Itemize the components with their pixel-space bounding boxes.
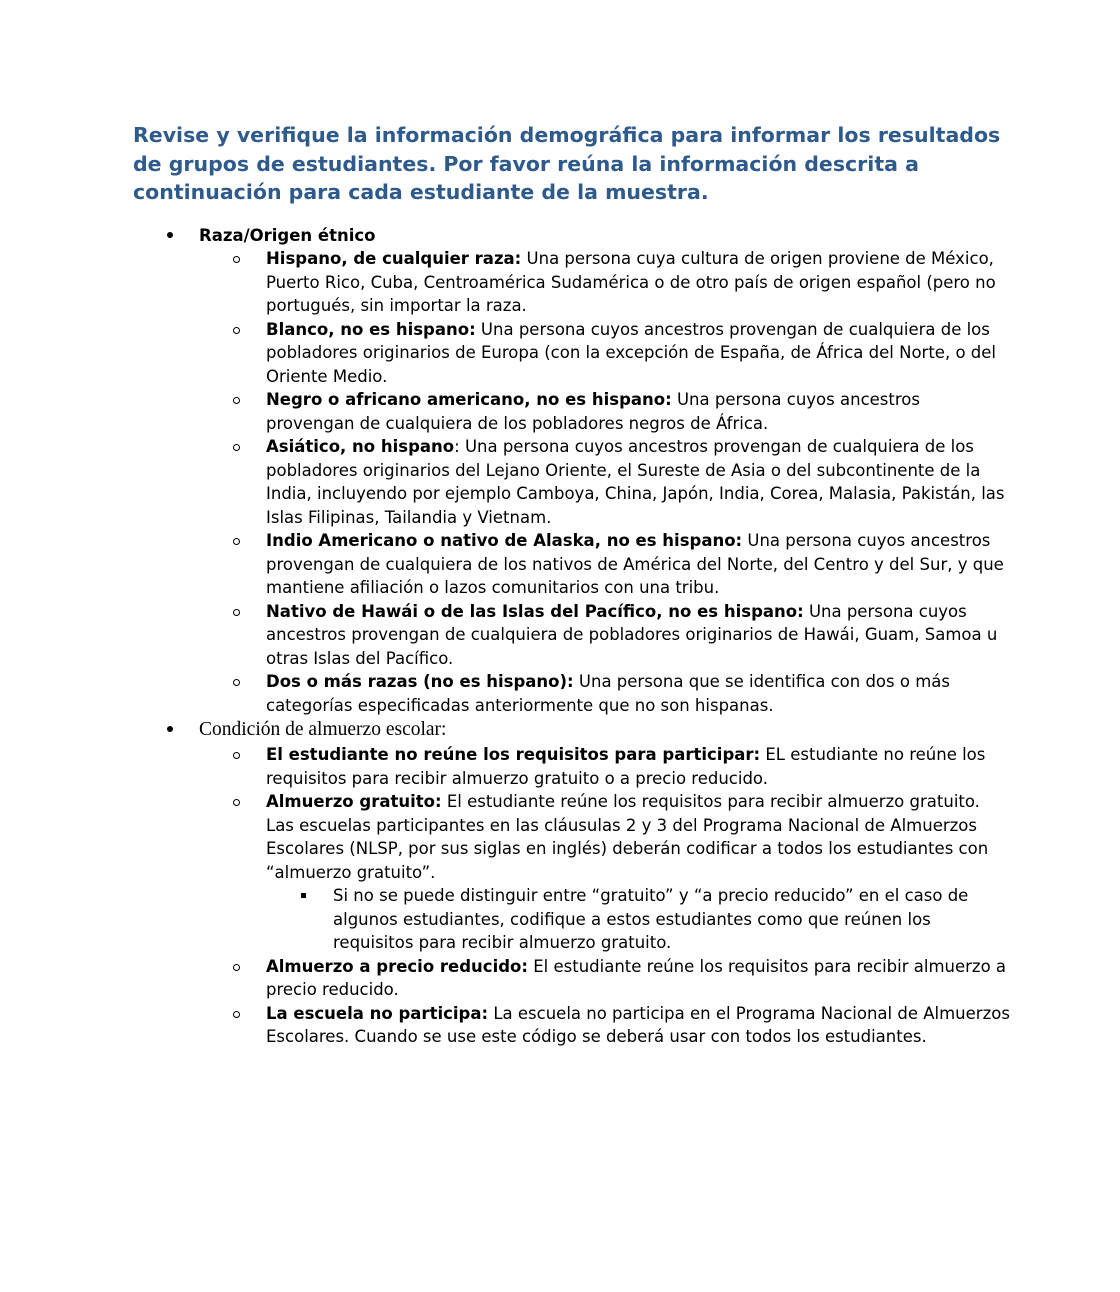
circle-bullet-icon [233, 964, 240, 971]
circle-bullet-icon [233, 609, 240, 616]
item-description: La escuela no participa en el Programa Nacional de Almuerzos Escolares. Cuando se use este código se deberá usar con todos los estudiantes. [266, 1003, 1010, 1046]
bullet-icon [167, 232, 173, 238]
item-description: Una persona cuyos ancestros provengan de cualquiera de los pobladores originarios de Europa (con la excepción de España, de África del Norte, o del Oriente Medio. [266, 319, 996, 386]
item-term: La escuela no participa: [266, 1003, 489, 1023]
item-term: Almuerzo a precio reducido: [266, 956, 528, 976]
item-description: Una persona cuya cultura de origen proviene de México, Puerto Rico, Cuba, Centroamérica Sudamérica o de otro país de origen español (pero no portugués, sin importar la raza. [266, 249, 996, 315]
document-page [133, 121, 1011, 1049]
list-item [133, 318, 1011, 389]
item-description: El estudiante reúne los requisitos para recibir almuerzo a precio reducido. [266, 956, 1007, 999]
circle-bullet-icon [233, 679, 240, 686]
item-description: Una persona cuyos ancestros provengan de cualquiera de los nativos de América del Norte, del Centro y del Sur, y que mantiene afiliación o lazos comunitarios con una tribu. [266, 531, 1004, 597]
item-description: EL estudiante no reúne los requisitos para recibir almuerzo gratuito o a precio reducido. [266, 745, 986, 788]
circle-bullet-icon [233, 799, 240, 806]
item-term: Hispano, de cualquier raza: [266, 249, 522, 268]
sub-list-item [266, 884, 1011, 955]
item-term: Negro o africano americano, no es hispano: [266, 390, 672, 409]
square-bullet-icon [301, 893, 306, 898]
list-item [133, 247, 1011, 318]
item-description: : Una persona cuyos ancestros provengan de cualquiera de los pobladores originarios del Lejano Oriente, el Sureste de Asia o del subcontinente de la India, incluyendo por ejemplo Camboya, China, Japón, India, Corea, Malasia, Pakistán, las Islas Filipinas, Tailandia y Vietnam. [266, 437, 1005, 527]
sub-item-list [266, 884, 1011, 955]
circle-bullet-icon [233, 256, 240, 263]
list-item [133, 670, 1011, 717]
item-term: Almuerzo gratuito: [266, 792, 442, 811]
sub-item-text: Si no se puede distinguir entre “gratuito” y “a precio reducido” en el caso de algunos estudiantes, codifique a estos estudiantes como que reúnen los requisitos para recibir almuerzo gratuito. [333, 886, 969, 952]
lunch-item-list [199, 743, 1011, 1049]
item-term: Asiático, no hispano [266, 437, 455, 456]
list-item [133, 435, 1011, 529]
list-item [133, 955, 1011, 1002]
circle-bullet-icon [233, 444, 240, 451]
item-term: Nativo de Hawái o de las Islas del Pacífico, no es hispano: [266, 601, 804, 621]
item-description: Una persona cuyos ancestros provengan de cualquiera de pobladores originarios de Hawái, Guam, Samoa u otras Islas del Pacífico. [266, 601, 998, 668]
item-description: Una persona que se identifica con dos o más categorías especificadas anteriormente que no son hispanas. [266, 672, 950, 715]
race-item-list [199, 247, 1011, 717]
section-title: Condición de almuerzo escolar: [199, 719, 447, 740]
section-title: Raza/Origen étnico [199, 225, 376, 245]
page-heading: Revise y verifique la información demográfica para informar los resultados de grupos de estudiantes. Por favor reúna la información descrita a continuación para cada estudiante de la muestra. [133, 123, 1001, 204]
item-term: Dos o más razas (no es hispano): [266, 672, 574, 691]
circle-bullet-icon [233, 327, 240, 334]
list-item [133, 790, 1011, 955]
list-item [133, 388, 1011, 435]
item-term: Blanco, no es hispano: [266, 319, 476, 339]
circle-bullet-icon [233, 397, 240, 404]
list-item [133, 600, 1011, 671]
section-list [133, 224, 1011, 1049]
circle-bullet-icon [233, 752, 240, 759]
bullet-icon [167, 726, 173, 732]
section-school-lunch [133, 717, 1011, 1049]
circle-bullet-icon [233, 538, 240, 545]
item-term: Indio Americano o nativo de Alaska, no es hispano: [266, 531, 743, 550]
list-item [133, 743, 1011, 790]
section-race [133, 224, 1011, 718]
item-description: El estudiante reúne los requisitos para recibir almuerzo gratuito. Las escuelas participantes en las cláusulas 2 y 3 del Programa Nacional de Almuerzos Escolares (NLSP, por sus siglas en inglés) deberán codificar a todos los estudiantes con “almuerzo gratuito”. [266, 792, 989, 882]
list-item [133, 529, 1011, 600]
item-term: El estudiante no reúne los requisitos para participar: [266, 745, 761, 764]
circle-bullet-icon [233, 1011, 240, 1018]
list-item [133, 1002, 1011, 1049]
item-description: Una persona cuyos ancestros provengan de cualquiera de los pobladores negros de África. [266, 390, 920, 433]
